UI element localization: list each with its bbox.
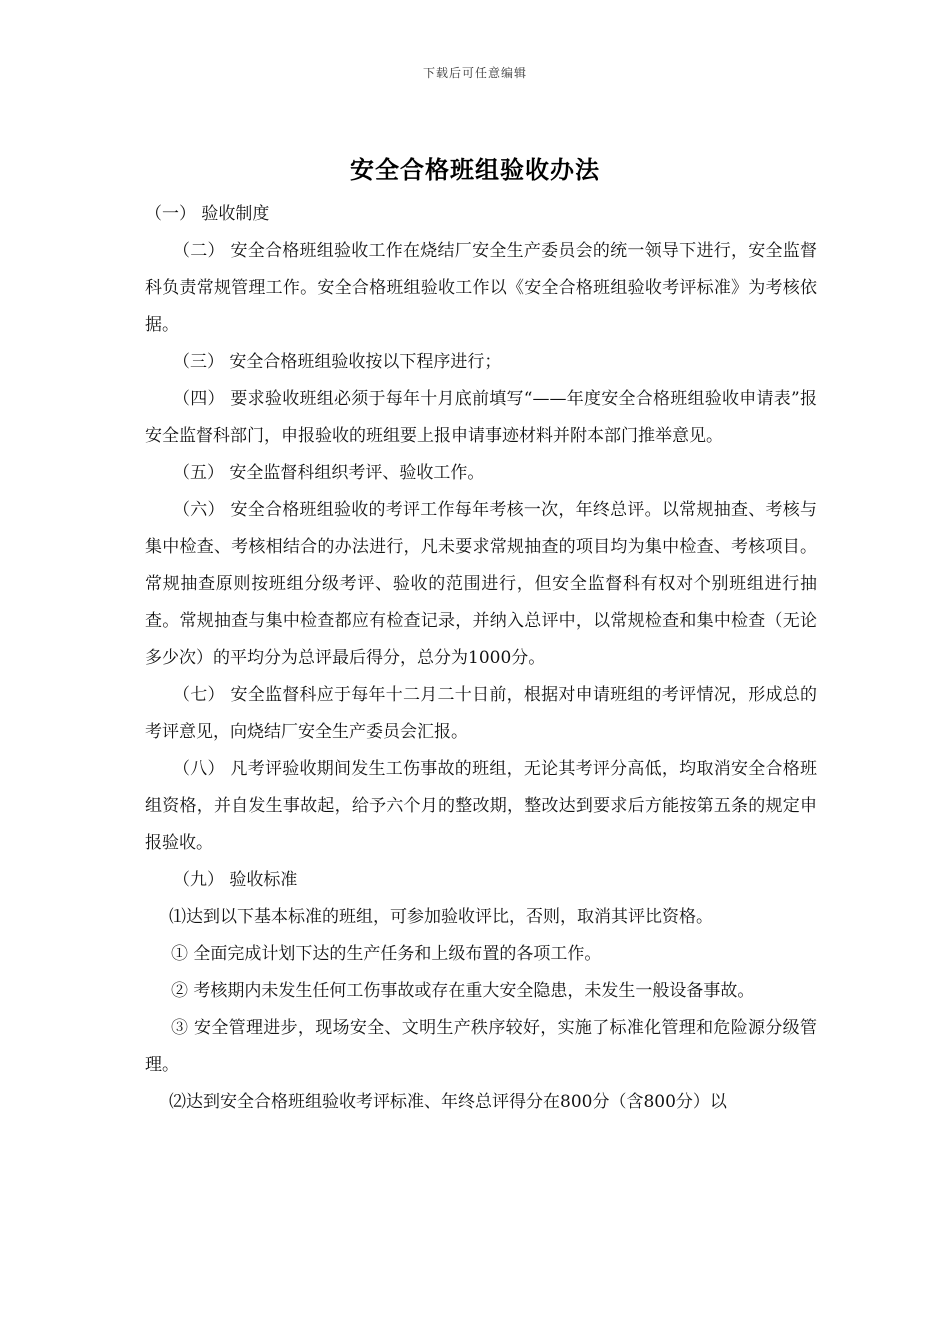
paragraph-subitem-2: ② 考核期内未发生任何工伤事故或存在重大安全隐患，未发生一般设备事故。 [171, 981, 755, 1001]
paragraph-section-3: （三） 安全合格班组验收按以下程序进行； [173, 352, 502, 372]
paragraph-subitem-3: ③ 安全管理进步，现场安全、文明生产秩序较好，实施了标准化管理和危险源分级管理。 [145, 1018, 817, 1075]
paragraph-subitem-1: ① 全面完成计划下达的生产任务和上级布置的各项工作。 [171, 944, 602, 964]
paragraph-section-6: （六） 安全合格班组验收的考评工作每年考核一次，年终总评。以常规抽查、考核与集中检查、考核相结合的办法进行，凡未要求常规抽查的项目均为集中检查、考核项目。常规抽查原则按班组分级考评、验收的范围进行，但安全监督科有权对个别班组进行抽查。常规抽查与集中检查都应有检查记录，并纳入总评中，以常规检查和集中检查（无论多少次）的平均分为总评最后得分，总分为1000分。 [145, 500, 817, 668]
paragraph-section-5: （五） 安全监督科组织考评、验收工作。 [173, 463, 485, 483]
header-note: 下载后可任意编辑 [422, 66, 527, 80]
paragraph-section-9: （九） 验收标准 [173, 870, 298, 890]
document-body [145, 196, 817, 1121]
document-title: 安全合格班组验收办法 [350, 155, 600, 184]
paragraph-section-2: （二） 安全合格班组验收工作在烧结厂安全生产委员会的统一领导下进行，安全监督科负责常规管理工作。安全合格班组验收工作以《安全合格班组验收考评标准》为考核依据。 [145, 241, 817, 335]
paragraph-item-2: ⑵达到安全合格班组验收考评标准、年终总评得分在800分（含800分）以 [169, 1092, 727, 1112]
paragraph-section-7: （七） 安全监督科应于每年十二月二十日前，根据对申请班组的考评情况，形成总的考评意见，向烧结厂安全生产委员会汇报。 [145, 685, 817, 742]
paragraph-section-4: （四） 要求验收班组必须于每年十月底前填写“——年度安全合格班组验收申请表”报安全监督科部门，申报验收的班组要上报申请事迹材料并附本部门推举意见。 [145, 389, 817, 446]
paragraph-section-8: （八） 凡考评验收期间发生工伤事故的班组，无论其考评分高低，均取消安全合格班组资格，并自发生事故起，给予六个月的整改期，整改达到要求后方能按第五条的规定申报验收。 [145, 759, 817, 853]
paragraph-item-1: ⑴达到以下基本标准的班组，可参加验收评比，否则，取消其评比资格。 [169, 907, 713, 927]
paragraph-section-1: （一） 验收制度 [145, 204, 270, 224]
